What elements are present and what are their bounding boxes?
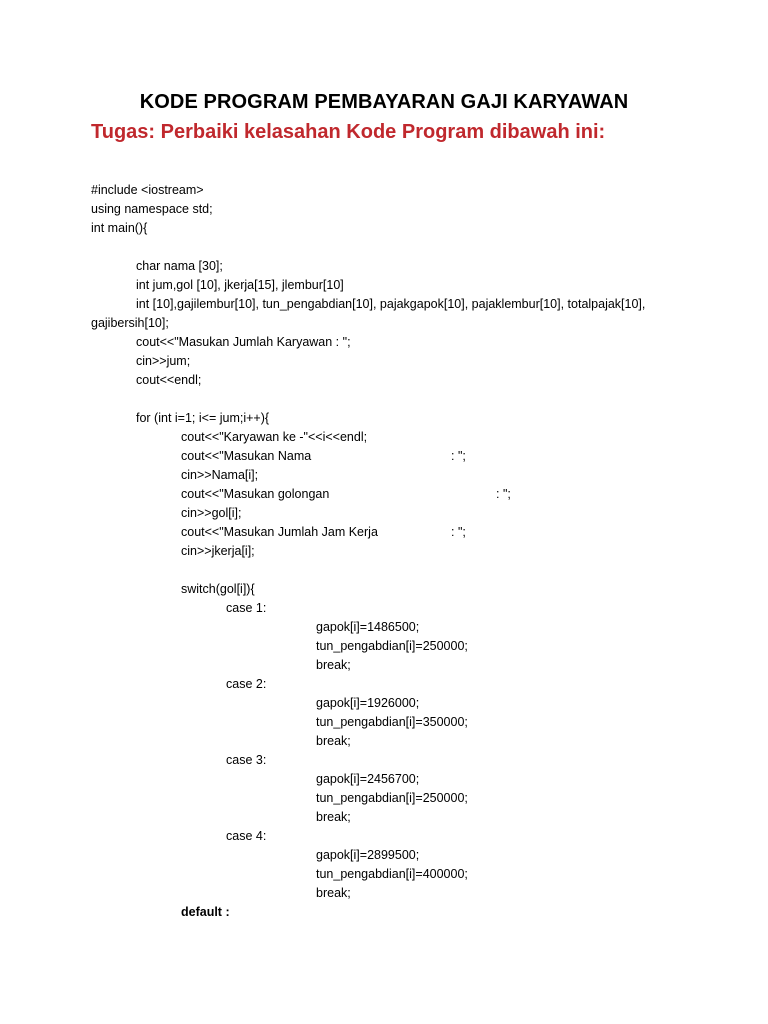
document-title: KODE PROGRAM PEMBAYARAN GAJI KARYAWAN bbox=[139, 91, 629, 113]
code-line: switch(gol[i]){ bbox=[181, 582, 255, 596]
code-line: cout<<"Masukan Nama bbox=[181, 449, 312, 463]
code-line: int [10],gajilembur[10], tun_pengabdian[10], pajakgapok[10], pajaklembur[10], totalpajak[10], bbox=[136, 297, 646, 311]
code-line: int main(){ bbox=[91, 221, 148, 235]
code-line: break; bbox=[316, 886, 351, 900]
task-instruction: Tugas: Perbaiki kelasahan Kode Program dibawah ini: bbox=[91, 121, 606, 143]
code-line: break; bbox=[316, 734, 351, 748]
code-line: case 1: bbox=[226, 601, 267, 615]
code-line: gapok[i]=2899500; bbox=[316, 848, 420, 862]
code-line: cout<<"Masukan Jumlah Karyawan : "; bbox=[136, 335, 351, 349]
code-line: cout<<endl; bbox=[136, 373, 202, 387]
code-line: #include <iostream> bbox=[91, 183, 204, 197]
code-line: cout<<"Masukan golongan bbox=[181, 487, 330, 501]
code-line: : "; bbox=[496, 487, 511, 501]
code-line: for (int i=1; i<= jum;i++){ bbox=[136, 411, 270, 425]
code-line: cout<<"Karyawan ke -"<<i<<endl; bbox=[181, 430, 368, 444]
code-line: case 4: bbox=[226, 829, 267, 843]
code-line: case 2: bbox=[226, 677, 267, 691]
code-line: break; bbox=[316, 810, 351, 824]
code-line: tun_pengabdian[i]=400000; bbox=[316, 867, 468, 881]
code-line: tun_pengabdian[i]=250000; bbox=[316, 639, 468, 653]
code-line: using namespace std; bbox=[91, 202, 213, 216]
code-line: cin>>jkerja[i]; bbox=[181, 544, 255, 558]
code-line: gapok[i]=1926000; bbox=[316, 696, 420, 710]
code-line: cout<<"Masukan Jumlah Jam Kerja bbox=[181, 525, 378, 539]
code-line: tun_pengabdian[i]=250000; bbox=[316, 791, 468, 805]
code-line: default : bbox=[181, 905, 230, 919]
code-line: gajibersih[10]; bbox=[91, 316, 169, 330]
code-line: char nama [30]; bbox=[136, 259, 223, 273]
code-line: cin>>gol[i]; bbox=[181, 506, 242, 520]
code-line: cin>>Nama[i]; bbox=[181, 468, 259, 482]
code-line: tun_pengabdian[i]=350000; bbox=[316, 715, 468, 729]
code-line: case 3: bbox=[226, 753, 267, 767]
code-line: break; bbox=[316, 658, 351, 672]
code-line: : "; bbox=[451, 525, 466, 539]
code-line: gapok[i]=1486500; bbox=[316, 620, 420, 634]
code-line: int jum,gol [10], jkerja[15], jlembur[10] bbox=[136, 278, 344, 292]
code-line: gapok[i]=2456700; bbox=[316, 772, 420, 786]
code-line: cin>>jum; bbox=[136, 354, 191, 368]
code-line: : "; bbox=[451, 449, 466, 463]
